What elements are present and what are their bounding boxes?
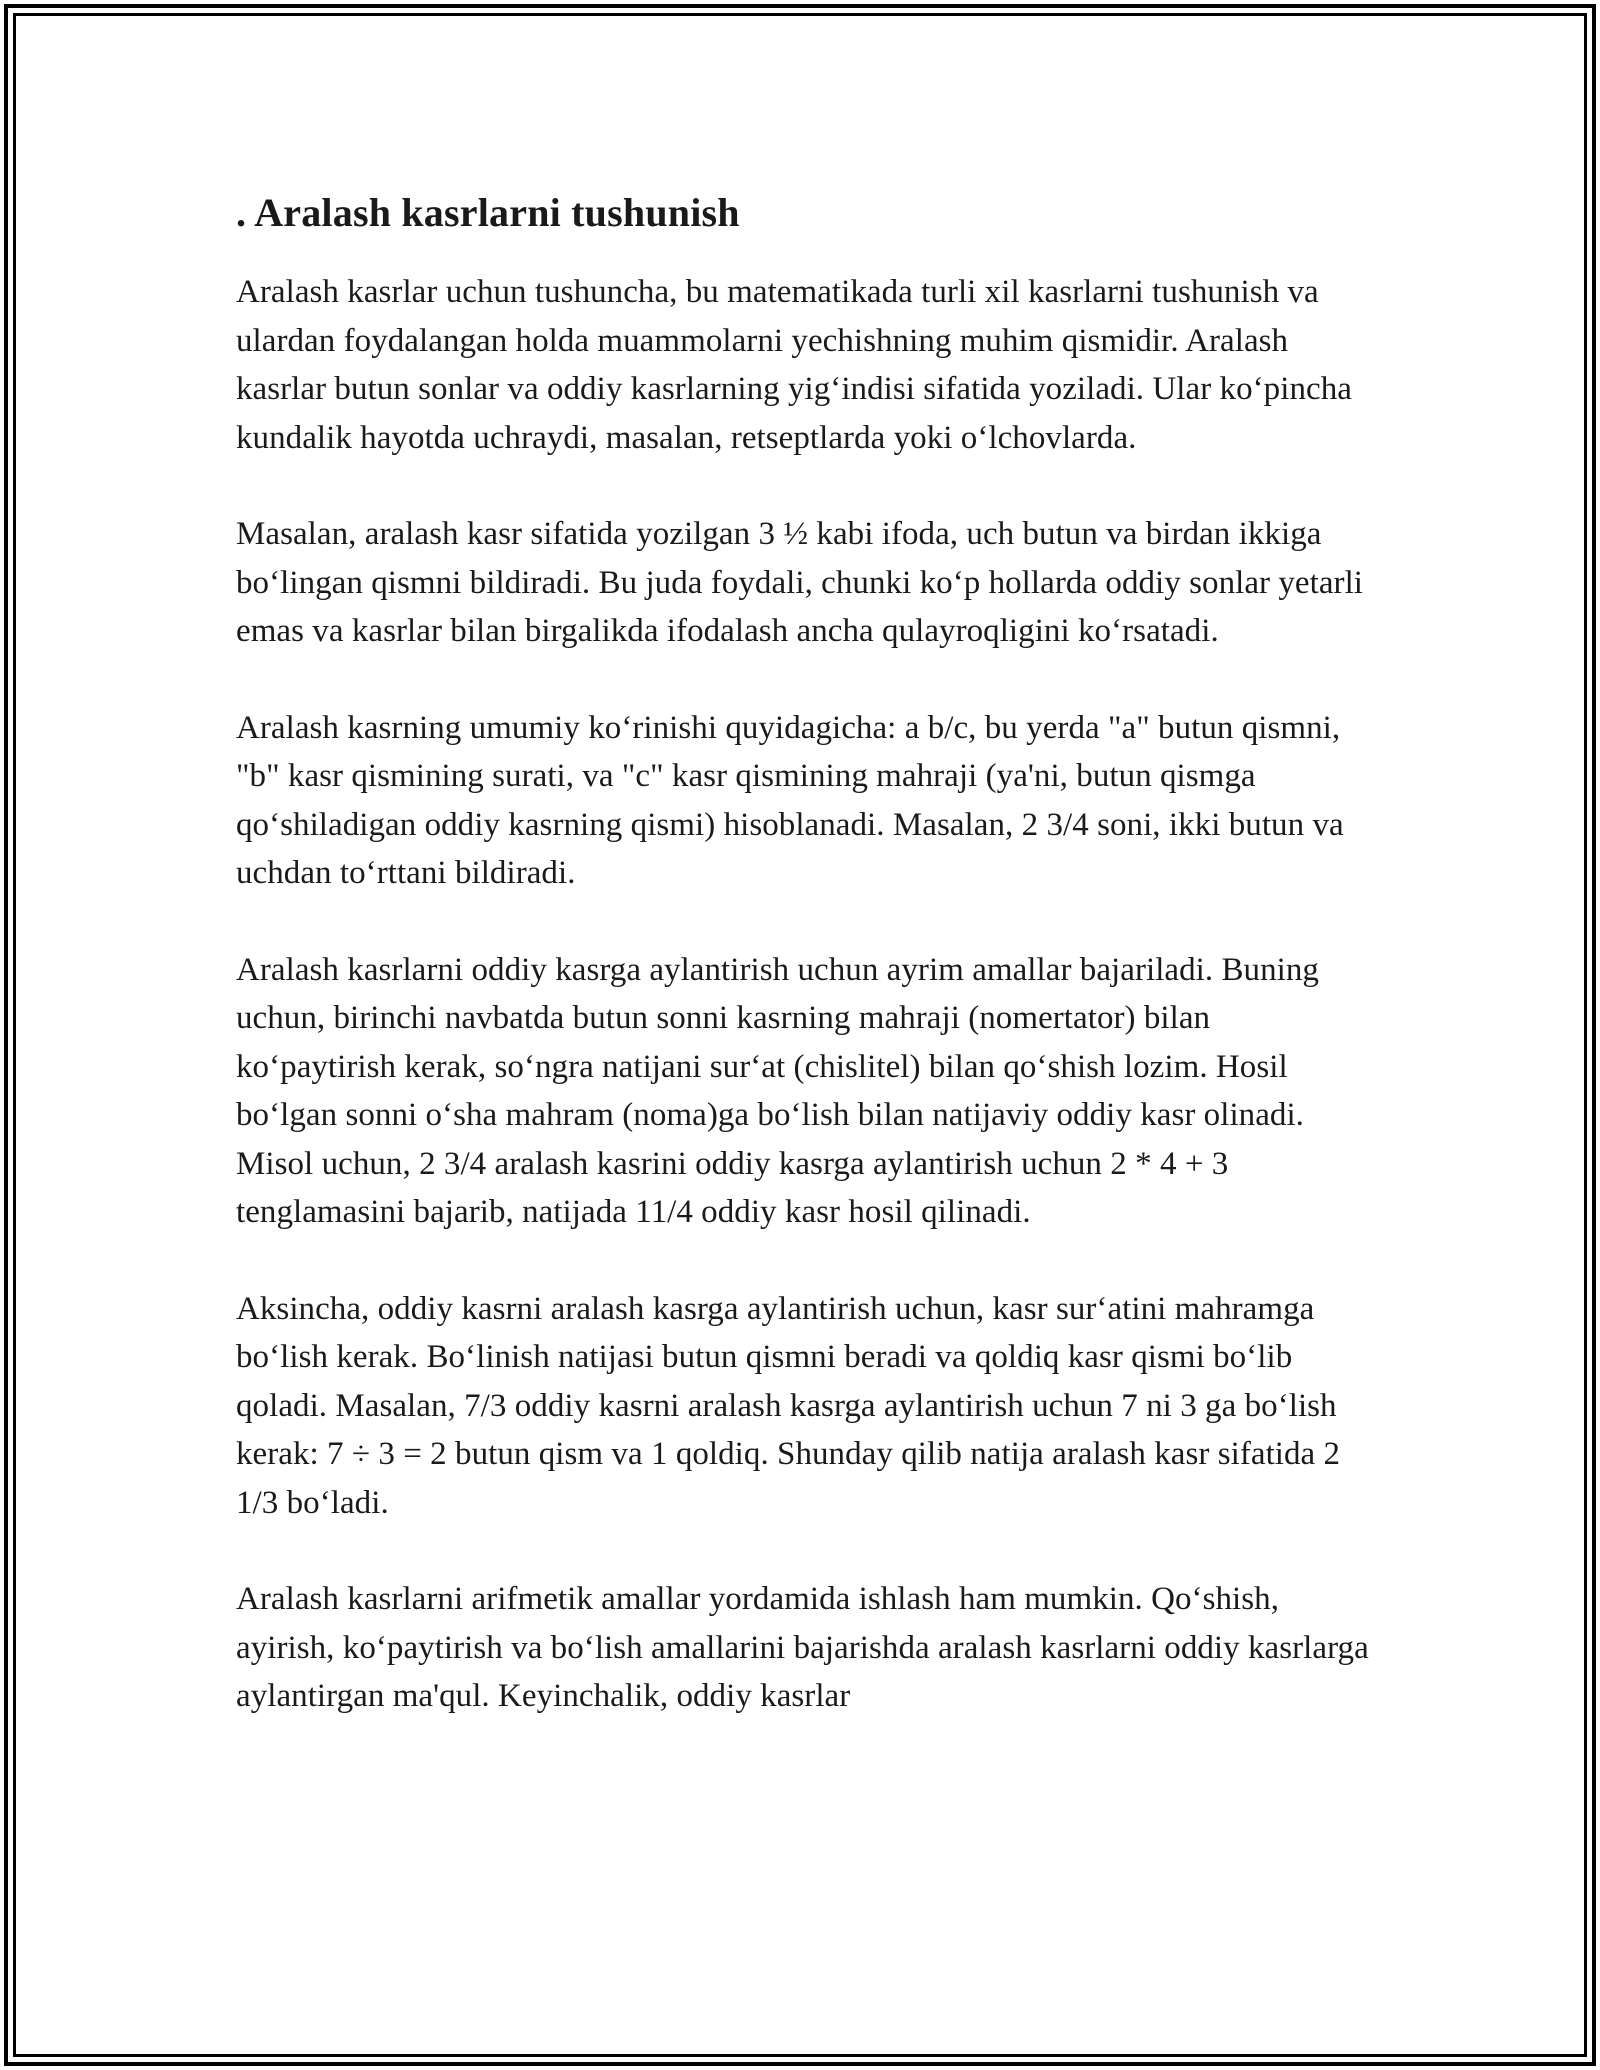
section-title: . Aralash kasrlarni tushunish xyxy=(236,190,740,235)
paragraph: Aralash kasrlarni arifmetik amallar yordamida ishlash ham mumkin. Qo‘shish, ayirish, ko‘paytirish va bo‘lish amallarini bajarishda aralash kasrlarni oddiy kasrlarga aylantirgan ma'qul. Keyinchalik, oddiy kasrlar xyxy=(236,1581,1369,1714)
paragraph: Aralash kasrlar uchun tushuncha, bu matematikada turli xil kasrlarni tushunish va ulardan foydalangan holda muammolarni yechishning muhim qismidir. Aralash kasrlar butun sonlar va oddiy kasrlarning yig‘indisi sifatida yoziladi. Ular ko‘pincha kundalik hayotda uchraydi, masalan, retseptlarda yoki o‘lchovlarda. xyxy=(236,274,1352,456)
paragraph: Aralash kasrlarni oddiy kasrga aylantirish uchun ayrim amallar bajariladi. Buning uchun, birinchi navbatda butun sonni kasrning mahraji (nomertator) bilan ko‘paytirish kerak, so‘ngra natijani sur‘at (chislitel) bilan qo‘shish lozim. Hosil bo‘lgan sonni o‘sha mahram (noma)ga bo‘lish bilan natijaviy oddiy kasr olinadi. Misol uchun, 2 3/4 aralash kasrini oddiy kasrga aylantirish uchun 2 * 4 + 3 tenglamasini bajarib, natijada 11/4 oddiy kasr hosil qilinadi. xyxy=(236,951,1319,1230)
paragraph: Aralash kasrning umumiy ko‘rinishi quyidagicha: a b/c, bu yerda "a" butun qismni, "b" kasr qismining surati, va "c" kasr qismining mahraji (ya'ni, butun qismga qo‘shiladigan oddiy kasrning qismi) hisoblanadi. Masalan, 2 3/4 soni, ikki butun va uchdan to‘rttani bildiradi. xyxy=(236,709,1344,891)
paragraph: Aksincha, oddiy kasrni aralash kasrga aylantirish uchun, kasr sur‘atini mahramga bo‘lish kerak. Bo‘linish natijasi butun qismni beradi va qoldiq kasr qismi bo‘lib qoladi. Masalan, 7/3 oddiy kasrni aralash kasrga aylantirish uchun 7 ni 3 ga bo‘lish kerak: 7 ÷ 3 = 2 butun qism va 1 qoldiq. Shunday qilib natija aralash kasr sifatida 2 1/3 bo‘ladi. xyxy=(236,1290,1341,1521)
document-body xyxy=(236,186,1376,1769)
paragraph: Masalan, aralash kasr sifatida yozilgan 3 ½ kabi ifoda, uch butun va birdan ikkiga bo‘lingan qismni bildiradi. Bu juda foydali, chunki ko‘p hollarda oddiy sonlar yetarli emas va kasrlar bilan birgalikda ifodalash ancha qulayroqligini ko‘rsatadi. xyxy=(236,516,1364,649)
